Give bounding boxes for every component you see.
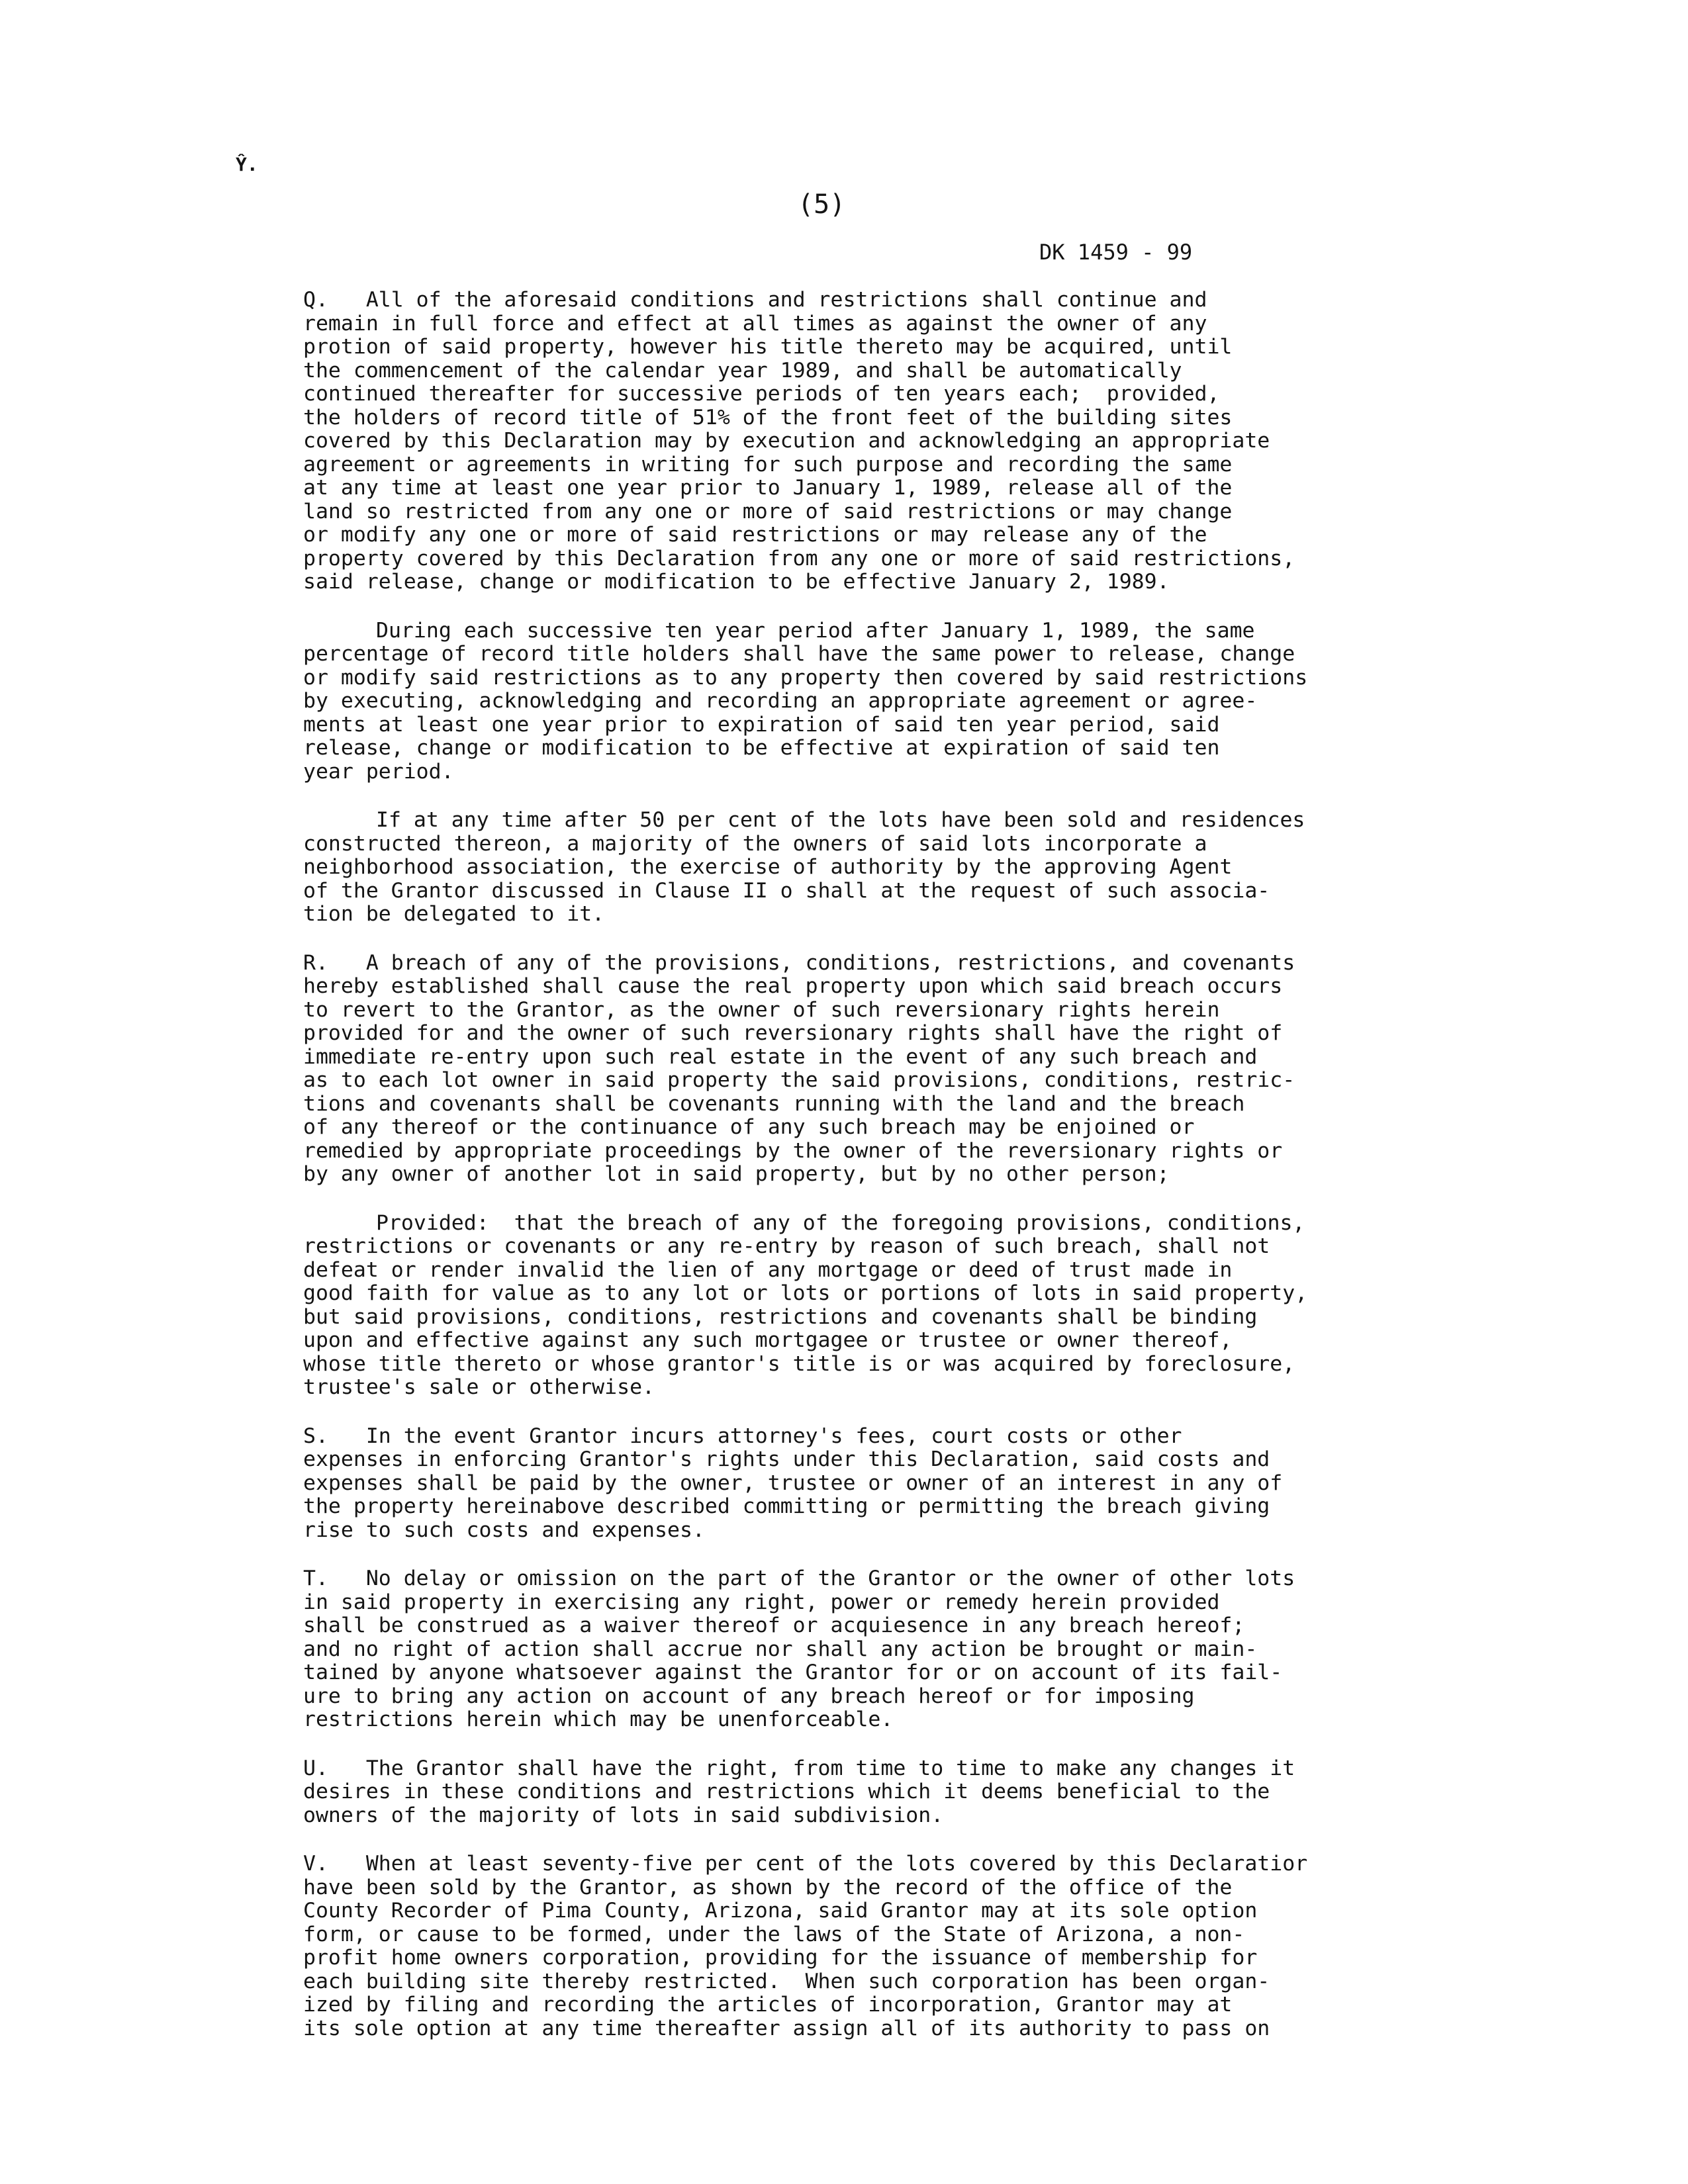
text-line: protion of said property, however his title thereto may be acquired, until <box>303 335 1233 359</box>
paragraph <box>303 289 1442 594</box>
text-line: shall be construed as a waiver thereof or acquiesence in any breach hereof; <box>303 1614 1245 1637</box>
text-line: by executing, acknowledging and recording an appropriate agreement or agree- <box>303 689 1258 713</box>
page-number: (5) <box>798 189 846 220</box>
text-line: Provided: that the breach of any of the foregoing provisions, conditions, <box>376 1210 1305 1235</box>
text-line: S. In the event Grantor incurs attorney's fees, court costs or other <box>303 1424 1182 1448</box>
text-line: constructed thereon, a majority of the owners of said lots incorporate a <box>303 831 1207 856</box>
text-line: desires in these conditions and restrictions which it deems beneficial to the <box>303 1780 1270 1803</box>
text-line: continued thereafter for successive periods of ten years each; provided, <box>303 382 1220 406</box>
text-line: property covered by this Declaration from any one or more of said restrictions, <box>303 546 1295 570</box>
text-line: expenses in enforcing Grantor's rights under this Declaration, said costs and <box>303 1447 1270 1471</box>
text-line: the holders of record title of 51% of the front feet of the building sites <box>303 405 1233 430</box>
text-line: each building site thereby restricted. When such corporation has been organ- <box>303 1969 1270 1993</box>
text-line: of any thereof or the continuance of any such breach may be enjoined or <box>303 1115 1195 1139</box>
text-line: restrictions or covenants or any re-entry by reason of such breach, shall not <box>303 1234 1270 1258</box>
document-reference: DK 1459 - 99 <box>1039 240 1193 265</box>
text-line: trustee's sale or otherwise. <box>303 1375 655 1399</box>
paragraph <box>303 1852 1442 2040</box>
text-line: remain in full force and effect at all times as against the owner of any <box>303 311 1207 336</box>
paragraph <box>303 619 1442 784</box>
text-line: tion be delegated to it. <box>303 902 605 926</box>
text-line: land so restricted from any one or more of said restrictions or may change <box>303 499 1233 523</box>
text-line: its sole option at any time thereafter assign all of its authority to pass on <box>303 2016 1270 2040</box>
text-line: hereby established shall cause the real property upon which said breach occurs <box>303 974 1283 998</box>
text-line: and no right of action shall accrue nor shall any action be brought or main- <box>303 1637 1258 1661</box>
text-line: neighborhood association, the exercise of authority by the approving Agent <box>303 855 1233 879</box>
paragraph <box>303 809 1442 927</box>
paragraph <box>303 952 1442 1187</box>
text-line: the commencement of the calendar year 1989, and shall be automatically <box>303 358 1182 383</box>
paragraph <box>303 1212 1442 1400</box>
text-line: U. The Grantor shall have the right, from time to time to make any changes it <box>303 1756 1295 1780</box>
text-line: agreement or agreements in writing for such purpose and recording the same <box>303 452 1233 477</box>
text-line: rise to such costs and expenses. <box>303 1518 705 1542</box>
paragraph <box>303 1567 1442 1732</box>
text-line: tions and covenants shall be covenants running with the land and the breach <box>303 1091 1245 1116</box>
paragraph <box>303 1425 1442 1543</box>
margin-mark: Ŷ. <box>236 154 258 175</box>
text-line: year period. <box>303 759 454 784</box>
text-line: good faith for value as to any lot or lots or portions of lots in said property, <box>303 1281 1308 1305</box>
text-line: During each successive ten year period after January 1, 1989, the same <box>376 618 1255 643</box>
text-line: profit home owners corporation, providing for the issuance of membership for <box>303 1946 1258 1970</box>
text-line: whose title thereto or whose grantor's title is or was acquired by foreclosure, <box>303 1351 1295 1376</box>
text-line: restrictions herein which may be unenforceable. <box>303 1707 894 1731</box>
text-line: or modify any one or more of said restrictions or may release any of the <box>303 523 1207 547</box>
text-line: covered by this Declaration may by execution and acknowledging an appropriate <box>303 429 1270 453</box>
text-line: by any owner of another lot in said property, but by no other person; <box>303 1162 1170 1186</box>
text-line: provided for and the owner of such reversionary rights shall have the right of <box>303 1021 1283 1045</box>
text-line: but said provisions, conditions, restrictions and covenants shall be binding <box>303 1304 1258 1329</box>
text-line: the property hereinabove described committing or permitting the breach giving <box>303 1494 1270 1518</box>
text-line: immediate re-entry upon such real estate in the event of any such breach and <box>303 1044 1258 1069</box>
document-body <box>303 289 1442 2066</box>
text-line: release, change or modification to be effective at expiration of said ten <box>303 736 1220 760</box>
text-line: County Recorder of Pima County, Arizona, said Grantor may at its sole option <box>303 1899 1258 1923</box>
text-line: V. When at least seventy-five per cent of the lots covered by this Declaratior <box>303 1852 1308 1876</box>
text-line: at any time at least one year prior to January 1, 1989, release all of the <box>303 476 1233 500</box>
text-line: have been sold by the Grantor, as shown by the record of the office of the <box>303 1875 1233 1899</box>
text-line: said release, change or modification to be effective January 2, 1989. <box>303 570 1170 594</box>
text-line: upon and effective against any such mortgagee or trustee or owner thereof, <box>303 1328 1233 1352</box>
text-line: Q. All of the aforesaid conditions and restrictions shall continue and <box>303 288 1207 312</box>
text-line: of the Grantor discussed in Clause II o shall at the request of such associa- <box>303 878 1270 903</box>
text-line: expenses shall be paid by the owner, trustee or owner of an interest in any of <box>303 1471 1283 1495</box>
text-line: ments at least one year prior to expiration of said ten year period, said <box>303 712 1220 737</box>
text-line: in said property in exercising any right, power or remedy herein provided <box>303 1590 1220 1614</box>
text-line: ized by filing and recording the articles of incorporation, Grantor may at <box>303 1993 1233 2017</box>
paragraph <box>303 1757 1442 1828</box>
text-line: or modify said restrictions as to any property then covered by said restrictions <box>303 665 1308 690</box>
text-line: R. A breach of any of the provisions, conditions, restrictions, and covenants <box>303 950 1295 975</box>
text-line: owners of the majority of lots in said subdivision. <box>303 1803 944 1827</box>
text-line: form, or cause to be formed, under the laws of the State of Arizona, a non- <box>303 1922 1245 1946</box>
text-line: defeat or render invalid the lien of any mortgage or deed of trust made in <box>303 1257 1233 1282</box>
text-line: percentage of record title holders shall have the same power to release, change <box>303 642 1295 666</box>
text-line: to revert to the Grantor, as the owner of such reversionary rights herein <box>303 997 1220 1022</box>
text-line: as to each lot owner in said property the said provisions, conditions, restric- <box>303 1068 1295 1092</box>
text-line: If at any time after 50 per cent of the lots have been sold and residences <box>376 808 1305 832</box>
text-line: T. No delay or omission on the part of the Grantor or the owner of other lots <box>303 1567 1295 1590</box>
text-line: tained by anyone whatsoever against the Grantor for or on account of its fail- <box>303 1661 1283 1684</box>
text-line: ure to bring any action on account of any breach hereof or for imposing <box>303 1684 1195 1708</box>
text-line: remedied by appropriate proceedings by the owner of the reversionary rights or <box>303 1138 1283 1163</box>
